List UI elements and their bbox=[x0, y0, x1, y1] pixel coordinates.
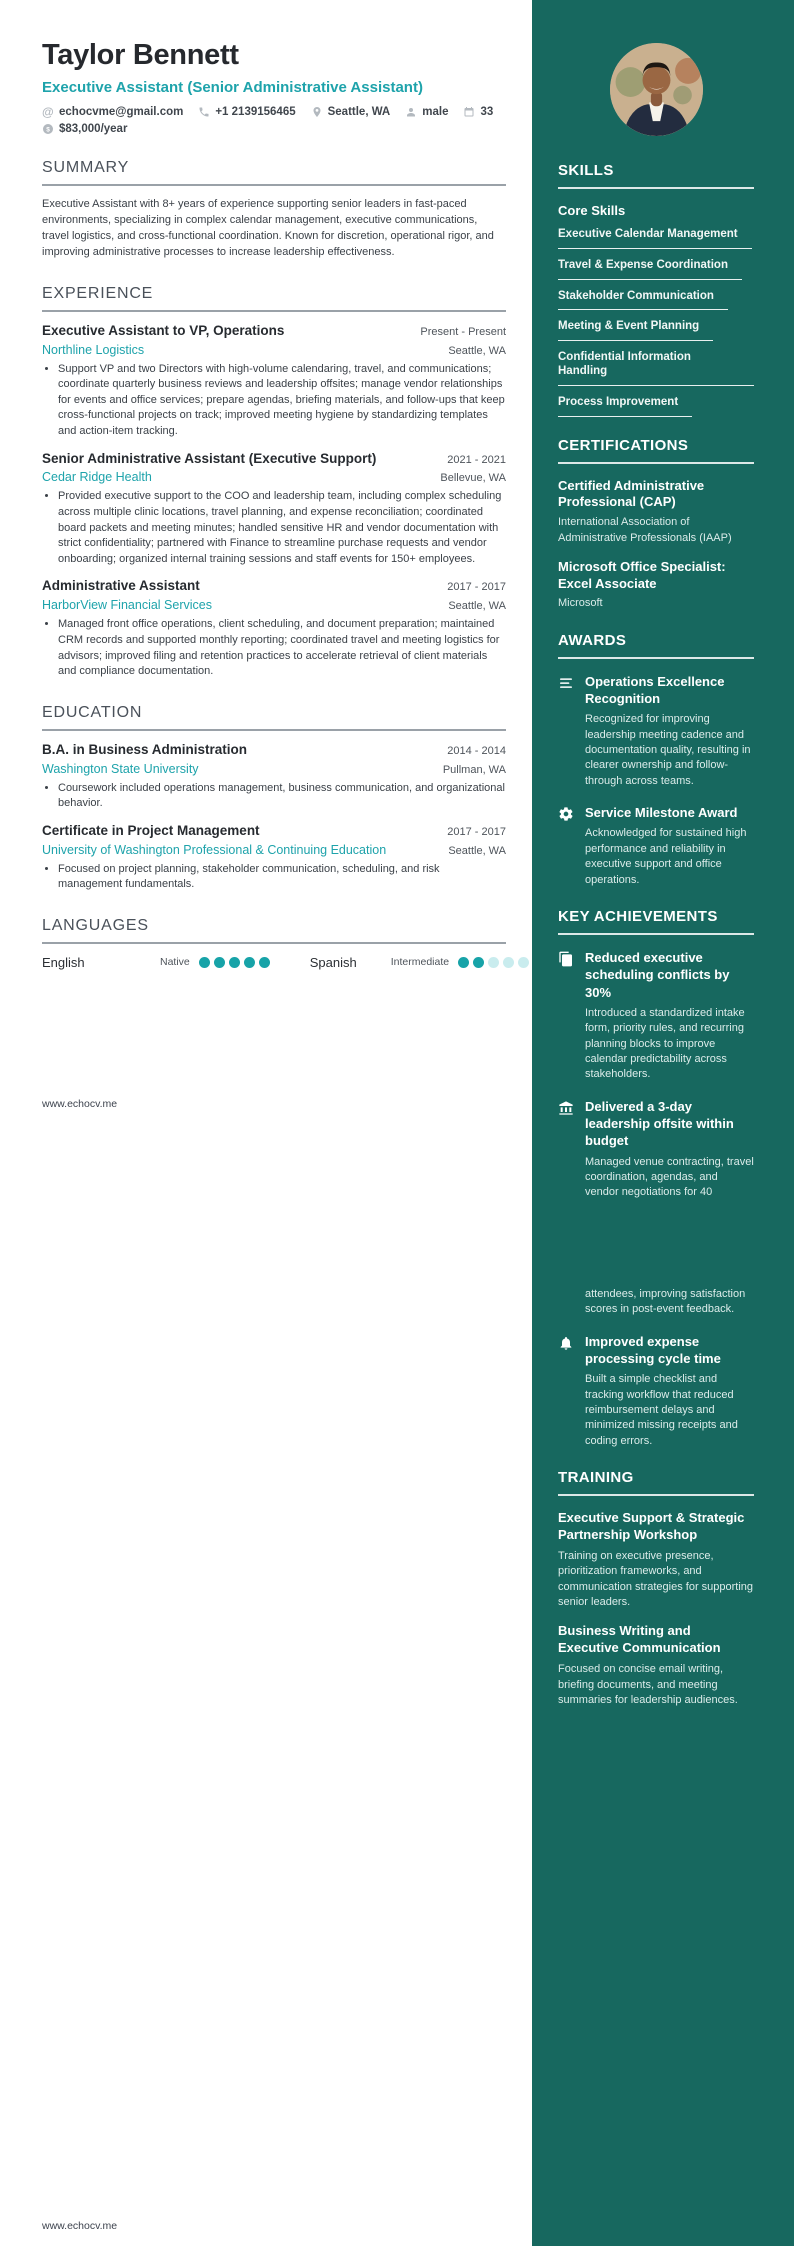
list-icon bbox=[558, 673, 575, 790]
job-bullet: • Provided executive support to the COO and leadership team, including complex scheduling across multiple clinic locations, travel planning, and expense reconciliation; coordinated board packets and meeting minutes; handled sensitive HR and vendor documentation with strict confidentiality; partnered with Finance to streamline purchase requests and vendor onboarding; organized internal training sessions and staff events for 150+ employees. bbox=[58, 489, 506, 567]
level-dot-filled bbox=[199, 957, 210, 968]
summary-section bbox=[42, 159, 506, 261]
education-bullet: • Coursework included operations management, business communication, and organizational behavior. bbox=[58, 781, 506, 812]
awards-section bbox=[558, 632, 754, 888]
location-value: Seattle, WA bbox=[327, 105, 391, 118]
award-entry bbox=[558, 804, 754, 888]
award-title: Service Milestone Award bbox=[585, 805, 738, 821]
job-location: Seattle, WA bbox=[448, 600, 506, 613]
school-link[interactable]: Washington State University bbox=[42, 761, 199, 776]
education-location: Pullman, WA bbox=[442, 763, 506, 776]
bank-icon bbox=[558, 1098, 575, 1318]
skill-item: Stakeholder Communication bbox=[558, 290, 728, 311]
certification-issuer: Microsoft bbox=[558, 597, 603, 610]
degree-title: B.A. in Business Administration bbox=[42, 741, 248, 757]
experience-section bbox=[42, 285, 506, 680]
sidebar-rule bbox=[558, 187, 754, 189]
gender-value: male bbox=[422, 105, 449, 118]
school-link[interactable]: University of Washington Professional & Continuing Education bbox=[42, 842, 387, 857]
section-rule bbox=[42, 942, 506, 944]
job-title: Senior Administrative Assistant (Executive Support) bbox=[42, 450, 377, 466]
training-entry bbox=[558, 1510, 754, 1610]
certification-name: Certified Administrative Professional (CAP) bbox=[558, 477, 705, 510]
level-dot-filled bbox=[473, 957, 484, 968]
job-dates: 2017 - 2017 bbox=[447, 581, 506, 594]
job-title: Executive Assistant to VP, Operations bbox=[42, 322, 285, 338]
award-desc: Recognized for improving leadership meeting cadence and documentation quality, resulting in clearer ownership and follow-through across teams. bbox=[585, 713, 751, 787]
training-name: Business Writing and Executive Communication bbox=[558, 1623, 721, 1656]
achievement-desc: Built a simple checklist and tracking workflow that reduced reimbursement delays and minimized missing receipts and coding errors. bbox=[585, 1373, 738, 1447]
language-row bbox=[42, 955, 506, 970]
training-section bbox=[558, 1469, 754, 1708]
gear-icon bbox=[558, 804, 575, 888]
salary-icon bbox=[42, 123, 54, 135]
contact-location bbox=[311, 106, 391, 118]
education-section bbox=[42, 704, 506, 893]
job-title: Administrative Assistant bbox=[42, 578, 200, 594]
level-dot-empty bbox=[488, 957, 499, 968]
job-bullet: • Managed front office operations, client scheduling, and document preparation; maintained CRM records and supported monthly reporting; coordinated travel and meeting logistics for advisors; improved filing and retention practices to accelerate retrieval of client materials and compliance documentation. bbox=[58, 617, 506, 679]
training-name: Executive Support & Strategic Partnership Workshop bbox=[558, 1510, 745, 1543]
avatar-illustration bbox=[610, 43, 703, 136]
skill-item: Confidential Information Handling bbox=[558, 351, 754, 386]
education-entry bbox=[42, 742, 506, 812]
svg-text:$: $ bbox=[46, 126, 50, 134]
person-name: Taylor Bennett bbox=[42, 39, 239, 71]
training-heading: TRAINING bbox=[558, 1469, 634, 1487]
education-entry bbox=[42, 823, 506, 893]
job-bullet: • Support VP and two Directors with high-volume calendaring, travel, and communications; coordinate quarterly business reviews and leadership offsites; manage vendor relationships for events and office services; prepare agendas, briefing materials, and follow-ups that keep cross-functional projects on track; improved meeting hygiene by standardizing templates and action-item tracking. bbox=[58, 362, 506, 440]
achievement-entry bbox=[558, 1333, 754, 1450]
company-link[interactable]: Northline Logistics bbox=[42, 342, 145, 357]
education-dates: 2017 - 2017 bbox=[447, 825, 506, 838]
sidebar-rule bbox=[558, 933, 754, 935]
job-entry bbox=[42, 578, 506, 679]
certification-issuer: International Association of Administrative Professionals (IAAP) bbox=[558, 516, 732, 544]
skills-group-label: Core Skills bbox=[558, 203, 626, 218]
sidebar-rule bbox=[558, 462, 754, 464]
language-level: Intermediate bbox=[390, 956, 450, 969]
training-entry bbox=[558, 1623, 754, 1708]
certification-name: Microsoft Office Specialist: Excel Associate bbox=[558, 558, 726, 591]
section-rule bbox=[42, 184, 506, 186]
profile-photo bbox=[610, 43, 703, 136]
summary-heading: SUMMARY bbox=[42, 158, 130, 176]
contact-email bbox=[42, 106, 183, 118]
award-desc: Acknowledged for sustained high performance and reliability in executive support and office operations. bbox=[585, 827, 747, 886]
phone-value: +1 2139156465 bbox=[215, 105, 296, 118]
level-dot-filled bbox=[259, 957, 270, 968]
education-location: Seattle, WA bbox=[448, 844, 506, 857]
achievement-desc: Introduced a standardized intake form, priority rules, and recurring planning blocks to improve calendar predictability across stakeholders. bbox=[585, 1006, 745, 1081]
summary-text: Executive Assistant with 8+ years of experience supporting senior leaders in fast-paced environments, specializing in complex calendar management, executive communications, travel logistics, and cross-functional coordination. Known for discretion, operational rigor, and improving administrative processes to increase leadership effectiveness. bbox=[42, 197, 494, 258]
languages-heading: LANGUAGES bbox=[42, 916, 149, 934]
language-level-dots bbox=[199, 957, 270, 968]
language-level: Native bbox=[160, 956, 190, 969]
job-dates: 2021 - 2021 bbox=[447, 453, 506, 466]
level-dot-filled bbox=[229, 957, 240, 968]
location-pin-icon bbox=[311, 106, 323, 118]
section-rule bbox=[42, 729, 506, 731]
level-dot-filled bbox=[214, 957, 225, 968]
level-dot-empty bbox=[503, 957, 514, 968]
salary-value: $83,000/year bbox=[59, 122, 128, 135]
page-break-gap bbox=[585, 1201, 754, 1287]
experience-heading: EXPERIENCE bbox=[42, 284, 154, 302]
award-title: Operations Excellence Recognition bbox=[585, 673, 725, 706]
copy-icon bbox=[558, 949, 575, 1083]
job-dates: Present - Present bbox=[420, 325, 506, 338]
footer-url-page2[interactable]: www.echocv.me bbox=[42, 2220, 118, 2232]
skills-heading: SKILLS bbox=[558, 162, 614, 179]
skills-section bbox=[558, 162, 754, 417]
achievement-entry bbox=[558, 1098, 754, 1318]
award-entry bbox=[558, 673, 754, 790]
achievement-desc-part2: attendees, improving satisfaction scores in post-event feedback. bbox=[585, 1287, 746, 1316]
language-name: Spanish bbox=[309, 954, 357, 970]
sidebar bbox=[532, 0, 794, 2246]
level-dot-filled bbox=[458, 957, 469, 968]
footer-url-page1[interactable]: www.echocv.me bbox=[42, 1098, 118, 1110]
section-rule bbox=[42, 310, 506, 312]
skill-item: Executive Calendar Management bbox=[558, 228, 752, 249]
level-dot-empty bbox=[518, 957, 529, 968]
job-entry bbox=[42, 323, 506, 440]
company-link[interactable]: Cedar Ridge Health bbox=[42, 470, 152, 485]
email-value: echocvme@gmail.com bbox=[59, 105, 184, 118]
job-location: Seattle, WA bbox=[448, 344, 506, 357]
training-desc: Focused on concise email writing, briefing documents, and meeting summaries for leadership audiences. bbox=[558, 1663, 738, 1707]
achievement-title: Improved expense processing cycle time bbox=[585, 1333, 721, 1366]
job-location: Bellevue, WA bbox=[440, 472, 506, 485]
achievement-title: Reduced executive scheduling conflicts by 30% bbox=[585, 950, 730, 1000]
sidebar-rule bbox=[558, 657, 754, 659]
person-title: Executive Assistant (Senior Administrative Assistant) bbox=[42, 78, 423, 96]
education-dates: 2014 - 2014 bbox=[447, 744, 506, 757]
education-heading: EDUCATION bbox=[42, 703, 143, 721]
calendar-icon bbox=[463, 106, 475, 118]
skill-item: Meeting & Event Planning bbox=[558, 320, 713, 341]
certification-entry bbox=[558, 478, 754, 546]
contact-gender bbox=[405, 106, 448, 118]
email-icon: @ bbox=[42, 104, 54, 119]
job-entry bbox=[42, 451, 506, 568]
bell-icon bbox=[558, 1333, 575, 1450]
degree-title: Certificate in Project Management bbox=[42, 822, 260, 838]
contact-age bbox=[463, 106, 493, 118]
person-icon bbox=[405, 106, 417, 118]
certifications-section bbox=[558, 437, 754, 612]
phone-icon bbox=[198, 106, 210, 118]
achievement-entry bbox=[558, 949, 754, 1083]
education-bullet: • Focused on project planning, stakeholder communication, scheduling, and risk management fundamentals. bbox=[58, 862, 506, 893]
level-dot-filled bbox=[244, 957, 255, 968]
language-name: English bbox=[42, 954, 85, 970]
sidebar-rule bbox=[558, 1494, 754, 1496]
training-desc: Training on executive presence, prioritization frameworks, and communication strategies for supporting senior leaders. bbox=[558, 1549, 754, 1609]
key-achievements-heading: KEY ACHIEVEMENTS bbox=[558, 908, 718, 926]
awards-heading: AWARDS bbox=[558, 631, 627, 649]
age-value: 33 bbox=[480, 105, 494, 118]
skill-item: Travel & Expense Coordination bbox=[558, 259, 742, 280]
language-level-dots bbox=[458, 957, 529, 968]
achievement-title: Delivered a 3-day leadership offsite within budget bbox=[585, 1098, 734, 1149]
languages-section bbox=[42, 917, 506, 970]
achievement-desc-part1: Managed venue contracting, travel coordination, agendas, and vendor negotiations for 40 bbox=[585, 1155, 754, 1199]
certification-entry bbox=[558, 559, 754, 612]
contact-phone bbox=[198, 106, 295, 118]
contact-salary bbox=[42, 123, 127, 135]
company-link[interactable]: HarborView Financial Services bbox=[42, 598, 212, 613]
certifications-heading: CERTIFICATIONS bbox=[558, 436, 689, 454]
key-achievements-section bbox=[558, 908, 754, 1449]
skill-item: Process Improvement bbox=[558, 396, 692, 417]
contact-row bbox=[42, 106, 506, 135]
